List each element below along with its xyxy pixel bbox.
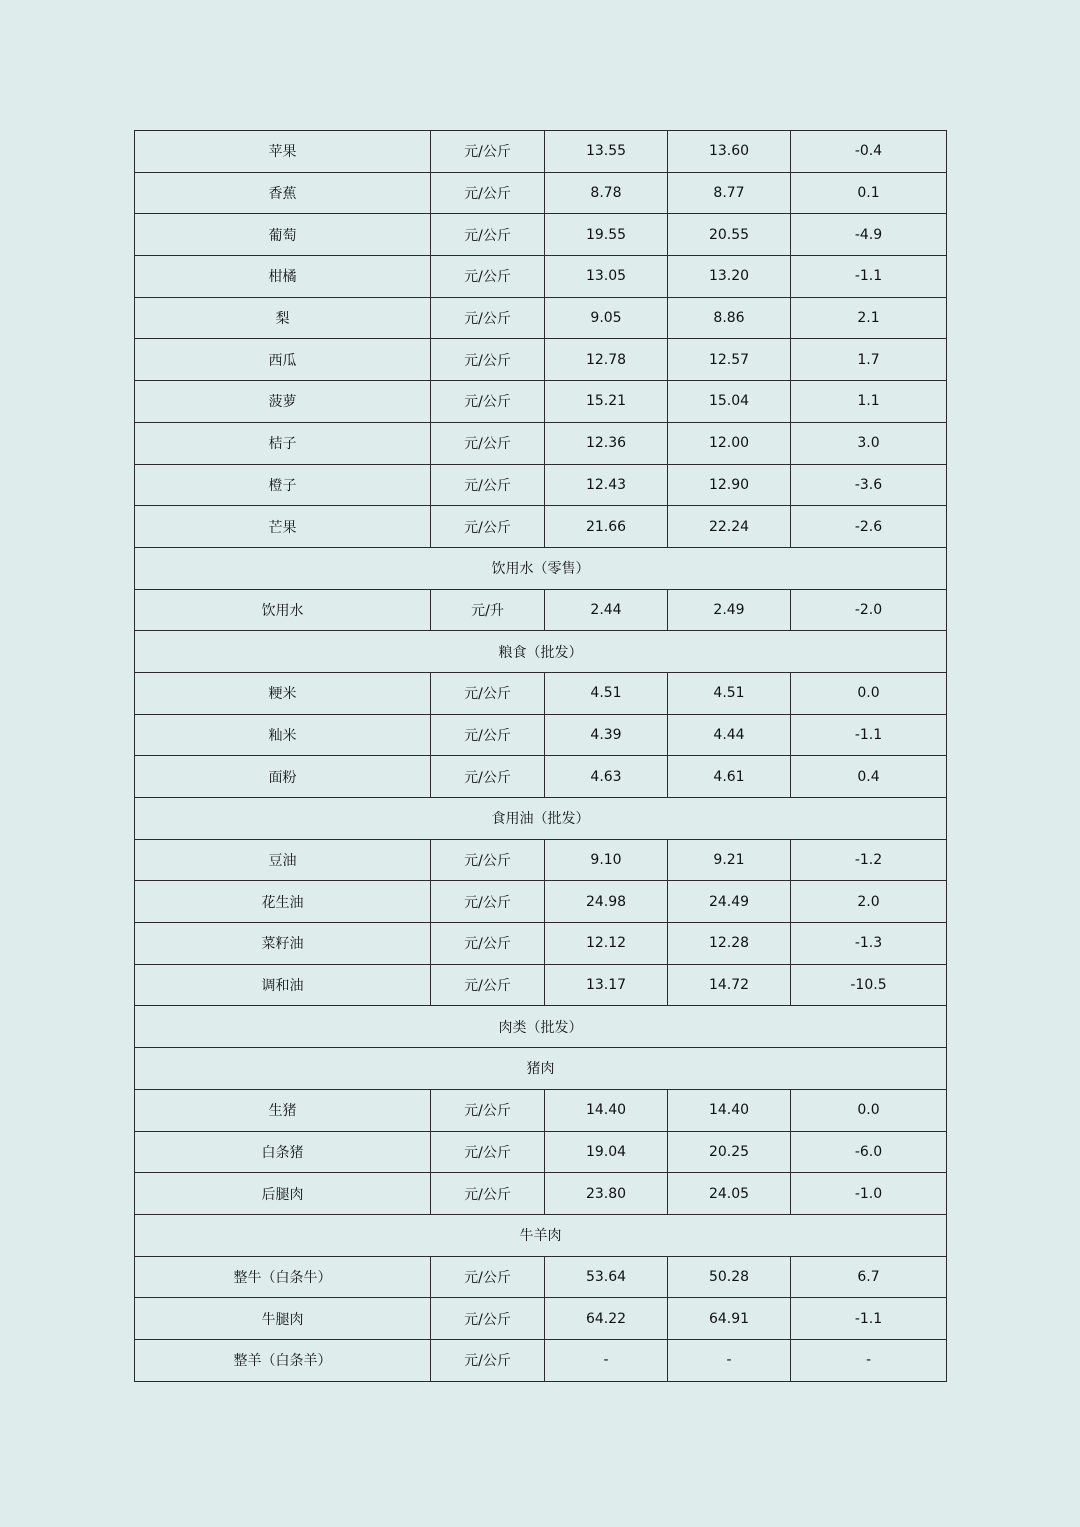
previous-price-cell: 4.51 bbox=[668, 672, 791, 714]
unit-cell: 元/公斤 bbox=[431, 1089, 545, 1131]
current-price-cell: 14.40 bbox=[545, 1089, 668, 1131]
unit-cell: 元/公斤 bbox=[431, 1256, 545, 1298]
table-row bbox=[135, 964, 947, 1006]
previous-price-cell: 12.28 bbox=[668, 923, 791, 965]
unit-cell: 元/公斤 bbox=[431, 422, 545, 464]
unit-cell: 元/公斤 bbox=[431, 506, 545, 548]
section-header-row bbox=[135, 547, 947, 589]
table-body bbox=[135, 131, 947, 1382]
previous-price-cell: 4.61 bbox=[668, 756, 791, 798]
current-price-cell: 12.12 bbox=[545, 923, 668, 965]
previous-price-cell: 8.77 bbox=[668, 172, 791, 214]
current-price-cell: 53.64 bbox=[545, 1256, 668, 1298]
table-row bbox=[135, 464, 947, 506]
previous-price-cell: 8.86 bbox=[668, 297, 791, 339]
previous-price-cell: 4.44 bbox=[668, 714, 791, 756]
current-price-cell: 19.04 bbox=[545, 1131, 668, 1173]
current-price-cell: 4.51 bbox=[545, 672, 668, 714]
section-title: 肉类（批发） bbox=[135, 1006, 947, 1048]
current-price-cell: 12.78 bbox=[545, 339, 668, 381]
unit-cell: 元/公斤 bbox=[431, 1131, 545, 1173]
item-name-cell: 梨 bbox=[135, 297, 431, 339]
previous-price-cell: 50.28 bbox=[668, 1256, 791, 1298]
section-title: 粮食（批发） bbox=[135, 631, 947, 673]
table-row bbox=[135, 881, 947, 923]
change-percent-cell: 0.0 bbox=[791, 672, 947, 714]
item-name-cell: 整羊（白条羊） bbox=[135, 1339, 431, 1381]
current-price-cell: 13.17 bbox=[545, 964, 668, 1006]
section-header-row bbox=[135, 1214, 947, 1256]
item-name-cell: 桔子 bbox=[135, 422, 431, 464]
section-header-row bbox=[135, 798, 947, 840]
unit-cell: 元/公斤 bbox=[431, 1339, 545, 1381]
change-percent-cell: -1.1 bbox=[791, 714, 947, 756]
change-percent-cell: 0.1 bbox=[791, 172, 947, 214]
table-row bbox=[135, 923, 947, 965]
table-row bbox=[135, 131, 947, 173]
change-percent-cell: -1.1 bbox=[791, 1298, 947, 1340]
item-name-cell: 橙子 bbox=[135, 464, 431, 506]
current-price-cell: 12.43 bbox=[545, 464, 668, 506]
unit-cell: 元/公斤 bbox=[431, 131, 545, 173]
previous-price-cell: 13.20 bbox=[668, 256, 791, 298]
current-price-cell: - bbox=[545, 1339, 668, 1381]
item-name-cell: 香蕉 bbox=[135, 172, 431, 214]
change-percent-cell: -4.9 bbox=[791, 214, 947, 256]
current-price-cell: 9.10 bbox=[545, 839, 668, 881]
section-title: 饮用水（零售） bbox=[135, 547, 947, 589]
price-table bbox=[134, 130, 947, 1382]
unit-cell: 元/公斤 bbox=[431, 881, 545, 923]
previous-price-cell: - bbox=[668, 1339, 791, 1381]
previous-price-cell: 20.25 bbox=[668, 1131, 791, 1173]
unit-cell: 元/升 bbox=[431, 589, 545, 631]
table-row bbox=[135, 256, 947, 298]
item-name-cell: 面粉 bbox=[135, 756, 431, 798]
table-row bbox=[135, 506, 947, 548]
unit-cell: 元/公斤 bbox=[431, 672, 545, 714]
table-row bbox=[135, 381, 947, 423]
unit-cell: 元/公斤 bbox=[431, 714, 545, 756]
table-row bbox=[135, 297, 947, 339]
table-row bbox=[135, 839, 947, 881]
change-percent-cell: -0.4 bbox=[791, 131, 947, 173]
change-percent-cell: 0.4 bbox=[791, 756, 947, 798]
item-name-cell: 豆油 bbox=[135, 839, 431, 881]
item-name-cell: 白条猪 bbox=[135, 1131, 431, 1173]
previous-price-cell: 24.05 bbox=[668, 1173, 791, 1215]
previous-price-cell: 22.24 bbox=[668, 506, 791, 548]
previous-price-cell: 2.49 bbox=[668, 589, 791, 631]
change-percent-cell: -2.0 bbox=[791, 589, 947, 631]
unit-cell: 元/公斤 bbox=[431, 964, 545, 1006]
item-name-cell: 柑橘 bbox=[135, 256, 431, 298]
change-percent-cell: -1.3 bbox=[791, 923, 947, 965]
current-price-cell: 4.63 bbox=[545, 756, 668, 798]
item-name-cell: 整牛（白条牛） bbox=[135, 1256, 431, 1298]
current-price-cell: 12.36 bbox=[545, 422, 668, 464]
unit-cell: 元/公斤 bbox=[431, 839, 545, 881]
table-row bbox=[135, 339, 947, 381]
item-name-cell: 粳米 bbox=[135, 672, 431, 714]
change-percent-cell: 2.0 bbox=[791, 881, 947, 923]
table-row bbox=[135, 422, 947, 464]
unit-cell: 元/公斤 bbox=[431, 1173, 545, 1215]
unit-cell: 元/公斤 bbox=[431, 464, 545, 506]
table-row bbox=[135, 589, 947, 631]
item-name-cell: 芒果 bbox=[135, 506, 431, 548]
current-price-cell: 24.98 bbox=[545, 881, 668, 923]
unit-cell: 元/公斤 bbox=[431, 339, 545, 381]
unit-cell: 元/公斤 bbox=[431, 214, 545, 256]
table-row bbox=[135, 756, 947, 798]
change-percent-cell: 3.0 bbox=[791, 422, 947, 464]
current-price-cell: 15.21 bbox=[545, 381, 668, 423]
unit-cell: 元/公斤 bbox=[431, 756, 545, 798]
previous-price-cell: 15.04 bbox=[668, 381, 791, 423]
table-row bbox=[135, 172, 947, 214]
unit-cell: 元/公斤 bbox=[431, 172, 545, 214]
section-title: 猪肉 bbox=[135, 1048, 947, 1090]
change-percent-cell: - bbox=[791, 1339, 947, 1381]
item-name-cell: 苹果 bbox=[135, 131, 431, 173]
section-header-row bbox=[135, 1048, 947, 1090]
unit-cell: 元/公斤 bbox=[431, 381, 545, 423]
item-name-cell: 籼米 bbox=[135, 714, 431, 756]
item-name-cell: 菜籽油 bbox=[135, 923, 431, 965]
table-row bbox=[135, 1173, 947, 1215]
current-price-cell: 9.05 bbox=[545, 297, 668, 339]
item-name-cell: 花生油 bbox=[135, 881, 431, 923]
current-price-cell: 64.22 bbox=[545, 1298, 668, 1340]
table-row bbox=[135, 714, 947, 756]
current-price-cell: 13.05 bbox=[545, 256, 668, 298]
change-percent-cell: 1.7 bbox=[791, 339, 947, 381]
change-percent-cell: -10.5 bbox=[791, 964, 947, 1006]
item-name-cell: 调和油 bbox=[135, 964, 431, 1006]
unit-cell: 元/公斤 bbox=[431, 1298, 545, 1340]
table-row bbox=[135, 214, 947, 256]
table-row bbox=[135, 1339, 947, 1381]
section-title: 食用油（批发） bbox=[135, 798, 947, 840]
previous-price-cell: 12.57 bbox=[668, 339, 791, 381]
change-percent-cell: -6.0 bbox=[791, 1131, 947, 1173]
item-name-cell: 菠萝 bbox=[135, 381, 431, 423]
current-price-cell: 4.39 bbox=[545, 714, 668, 756]
previous-price-cell: 24.49 bbox=[668, 881, 791, 923]
table-row bbox=[135, 1298, 947, 1340]
change-percent-cell: -1.0 bbox=[791, 1173, 947, 1215]
item-name-cell: 饮用水 bbox=[135, 589, 431, 631]
previous-price-cell: 14.40 bbox=[668, 1089, 791, 1131]
previous-price-cell: 13.60 bbox=[668, 131, 791, 173]
current-price-cell: 13.55 bbox=[545, 131, 668, 173]
item-name-cell: 葡萄 bbox=[135, 214, 431, 256]
section-header-row bbox=[135, 1006, 947, 1048]
previous-price-cell: 14.72 bbox=[668, 964, 791, 1006]
current-price-cell: 8.78 bbox=[545, 172, 668, 214]
unit-cell: 元/公斤 bbox=[431, 923, 545, 965]
current-price-cell: 19.55 bbox=[545, 214, 668, 256]
previous-price-cell: 12.90 bbox=[668, 464, 791, 506]
current-price-cell: 21.66 bbox=[545, 506, 668, 548]
item-name-cell: 生猪 bbox=[135, 1089, 431, 1131]
change-percent-cell: -2.6 bbox=[791, 506, 947, 548]
table-row bbox=[135, 672, 947, 714]
change-percent-cell: 6.7 bbox=[791, 1256, 947, 1298]
previous-price-cell: 12.00 bbox=[668, 422, 791, 464]
item-name-cell: 牛腿肉 bbox=[135, 1298, 431, 1340]
current-price-cell: 23.80 bbox=[545, 1173, 668, 1215]
change-percent-cell: -1.1 bbox=[791, 256, 947, 298]
change-percent-cell: -3.6 bbox=[791, 464, 947, 506]
change-percent-cell: 2.1 bbox=[791, 297, 947, 339]
previous-price-cell: 20.55 bbox=[668, 214, 791, 256]
unit-cell: 元/公斤 bbox=[431, 256, 545, 298]
table-row bbox=[135, 1256, 947, 1298]
item-name-cell: 后腿肉 bbox=[135, 1173, 431, 1215]
item-name-cell: 西瓜 bbox=[135, 339, 431, 381]
table-row bbox=[135, 1089, 947, 1131]
previous-price-cell: 64.91 bbox=[668, 1298, 791, 1340]
change-percent-cell: 1.1 bbox=[791, 381, 947, 423]
unit-cell: 元/公斤 bbox=[431, 297, 545, 339]
change-percent-cell: -1.2 bbox=[791, 839, 947, 881]
section-header-row bbox=[135, 631, 947, 673]
table-row bbox=[135, 1131, 947, 1173]
section-title: 牛羊肉 bbox=[135, 1214, 947, 1256]
change-percent-cell: 0.0 bbox=[791, 1089, 947, 1131]
previous-price-cell: 9.21 bbox=[668, 839, 791, 881]
current-price-cell: 2.44 bbox=[545, 589, 668, 631]
